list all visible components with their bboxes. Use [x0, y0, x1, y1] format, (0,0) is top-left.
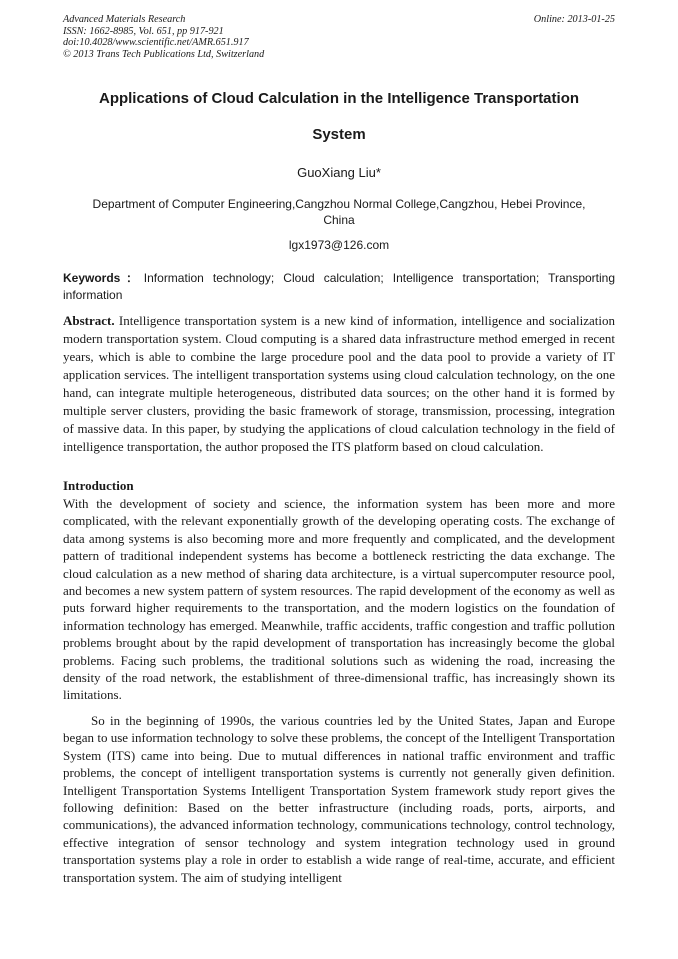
keywords-text: Information technology; Cloud calculation; Intelligence transportation; Transporting information: [63, 271, 616, 302]
keywords-label: Keywords：: [63, 271, 144, 285]
abstract-text: Intelligence transportation system is a new kind of information, intelligence and socialization modern transportation system. Cloud computing is a shared data infrastructure method emerged in recent years, which is able to combine the large procedure pool and the data pool to provide a variety of IT application services. The intelligent transportation systems using cloud calculation technology, on the one hand, can integrate multiple heterogeneous, distributed data sources; on the other hand it is formed by multiple server clusters, providing the basic framework of storage, transmission, processing, integration of massive data. In this paper, by studying the applications of cloud calculation technology in the field of intelligence transportation, the author proposed the ITS platform based on cloud calculation.: [63, 313, 616, 454]
paper-title-line-1: Applications of Cloud Calculation in the Intelligence Transportation: [98, 90, 580, 107]
abstract-block: [63, 312, 615, 456]
paper-title-line-2: System: [312, 126, 366, 143]
publication-header: [63, 14, 615, 60]
copyright-line: © 2013 Trans Tech Publications Ltd, Switzerland: [63, 48, 265, 60]
introduction-paragraph-2: So in the beginning of 1990s, the various countries led by the United States, Japan and Europe began to use information technology to solve these problems, the concept of the Intelligent Transportation System (ITS) came into being. Due to mutual differences in national traffic environment and traffic problems, the concept of intelligent transportation systems is currently not generally given definition. Intelligent Transportation Systems Intelligent Transportation System framework study report gives the following definition: Based on the better infrastructure (including roads, ports, airports, and communications), the advanced information technology, communications technology, control technology, effective integration of sensor technology and system integration technology used in ground transportation systems play a role in order to establish a wide range of real-time, accurate, and efficient transportation system. The aim of studying intelligent: [63, 713, 615, 885]
online-date: Online: 2013-01-25: [533, 14, 615, 25]
abstract-label: Abstract.: [63, 313, 115, 328]
author-name: GuoXiang Liu*: [297, 165, 381, 180]
introduction-paragraph-1: With the development of society and science, the information system has been more and more complicated, with the relevant exponentially growth of the developing operating costs. The exchange of data among systems is also becoming more and more frequently and complicated, and the development pattern of traditional independent systems has become a bottleneck restricting the data exchange. The cloud calculation as a new method of sharing data architecture, is a virtual supercomputer resource pool, and becomes a new system pattern of system resources. The rapid development of the economy as well as puts forward higher requirements to the transportation, and the modern logistics on the foundation of information technology has emerged. Meanwhile, traffic accidents, traffic congestion and traffic pollution problems brought about by the rapid development of transportation has increasingly become the global problems. Facing such problems, the traditional solutions such as widening the road, increasing the density of the road network, the establishment of three-dimensional traffic, has increasingly shown its limitations.: [63, 496, 615, 703]
doi-line: doi:10.4028/www.scientific.net/AMR.651.917: [63, 37, 249, 48]
journal-name: Advanced Materials Research: [63, 14, 186, 25]
introduction-heading: Introduction: [63, 478, 134, 493]
author-email: lgx1973@126.com: [288, 238, 390, 252]
issn-line: ISSN: 1662-8985, Vol. 651, pp 917-921: [63, 25, 224, 37]
author-affiliation: Department of Computer Engineering,Cangzhou Normal College,Cangzhou, Hebei Province, China: [92, 197, 586, 227]
keywords-block: [63, 270, 615, 304]
